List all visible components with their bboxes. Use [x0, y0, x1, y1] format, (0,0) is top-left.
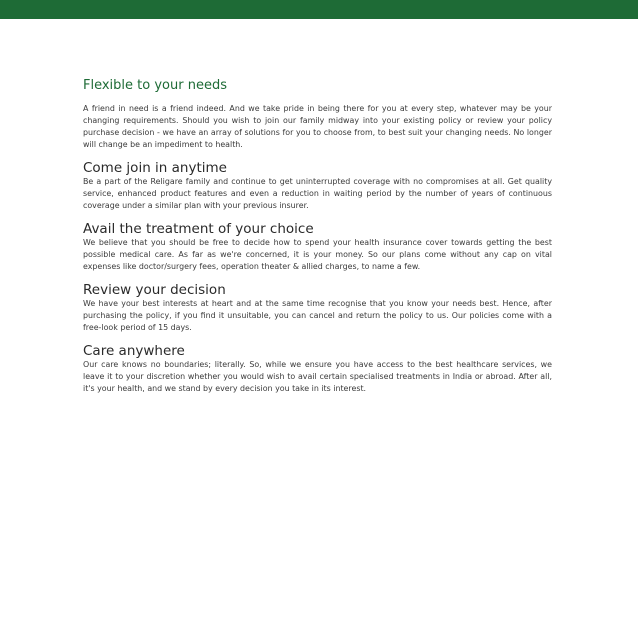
section-heading: Review your decision: [83, 282, 226, 298]
section-paragraph: Our care knows no boundaries; literally. So, while we ensure you have access to the best healthcare services, we leave it to your discretion whether you would wish to avail certain specialised treatments in India or abroad. After all, it's your health, and we stand by every decision you take in its interest.: [83, 360, 552, 393]
section-heading: Come join in anytime: [83, 160, 227, 176]
intro-paragraph: A friend in need is a friend indeed. And we take pride in being there for you at every step, whatever may be your changing requirements. Should you wish to join our family midway into your existing policy or review your policy purchase decision - we have an array of solutions for you to choose from, to best suit your changing needs. No longer will change be an impediment to health.: [83, 104, 552, 149]
section-heading: Care anywhere: [83, 343, 185, 359]
section-come-join: [83, 161, 552, 212]
top-banner-bar: [0, 0, 638, 19]
section-review-decision: [83, 283, 552, 334]
section-heading: Avail the treatment of your choice: [83, 221, 314, 237]
section-avail-treatment: [83, 222, 552, 273]
section-paragraph: We have your best interests at heart and at the same time recognise that you know your needs best. Hence, after purchasing the policy, if you find it unsuitable, you can cancel and return the policy to us. Our policies come with a free-look period of 15 days.: [83, 299, 552, 332]
document-body: [83, 78, 552, 395]
section-paragraph: We believe that you should be free to decide how to spend your health insurance cover towards getting the best possible medical care. As far as we're concerned, it is your money. So our plans come without any cap on vital expenses like doctor/surgery fees, operation theater & allied charges, to name a few.: [83, 238, 552, 271]
page-title: Flexible to your needs: [83, 78, 227, 93]
section-care-anywhere: [83, 344, 552, 395]
section-paragraph: Be a part of the Religare family and continue to get uninterrupted coverage with no compromises at all. Get quality service, enhanced product features and even a reduction in waiting period by the number of years of continuous coverage under a similar plan with your previous insurer.: [83, 177, 552, 210]
